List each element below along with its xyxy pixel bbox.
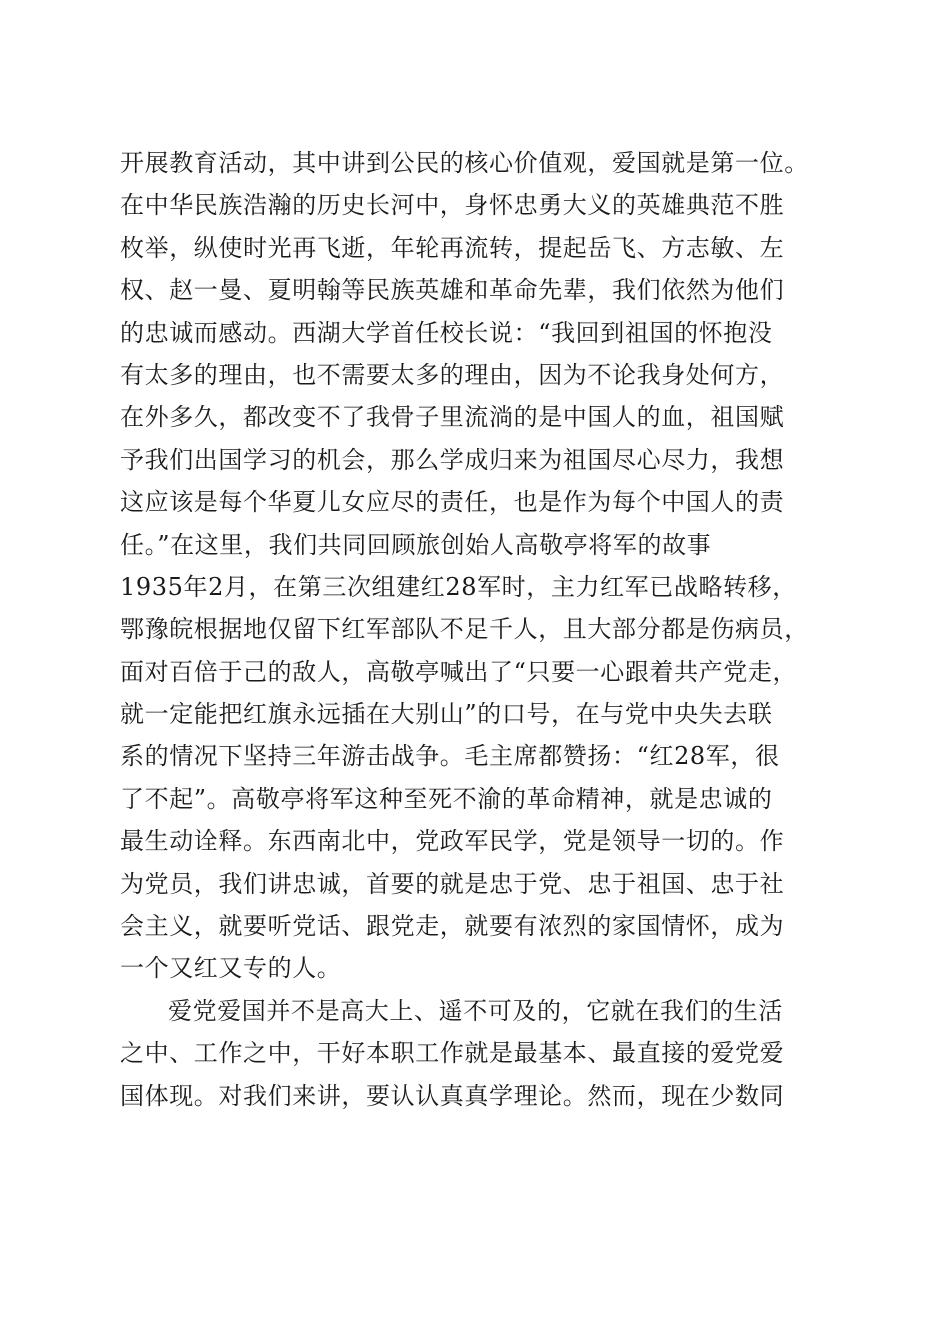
paragraph-start-line: 爱党爱国并不是高大上、遥不可及的，它就在我们的生活 (168, 996, 783, 1025)
text-line: 面对百倍于己的敌人，高敬亭喊出了“只要一心跟着共产党走， (120, 657, 798, 686)
text-line: 1935年2月，在第三次组建红28军时，主力红军已战略转移， (120, 572, 797, 601)
text-line: 这应该是每个华夏儿女应尽的责任，也是作为每个中国人的责 (120, 488, 785, 517)
text-line: 开展教育活动，其中讲到公民的核心价值观，爱国就是第一位。 (120, 149, 809, 177)
text-line: 就一定能把红旗永远插在大别山”的口号，在与党中央失去联 (120, 700, 773, 729)
text-line: 一个又红又专的人。 (120, 954, 342, 983)
text-line: 国体现。对我们来讲，要认认真真学理论。然而，现在少数同 (120, 1081, 785, 1110)
text-line: 予我们出国学习的机会，那么学成归来为祖国尽心尽力，我想 (120, 445, 785, 474)
text-line: 的忠诚而感动。西湖大学首任校长说：“我回到祖国的怀抱没 (120, 318, 773, 347)
text-line: 在外多久，都改变不了我骨子里流淌的是中国人的血，祖国赋 (120, 403, 785, 432)
text-line: 最生动诠释。东西南北中，党政军民学，党是领导一切的。作 (120, 827, 785, 856)
body-text (120, 142, 840, 1117)
text-line: 有太多的理由，也不需要太多的理由，因为不论我身处何方， (120, 360, 785, 389)
text-line: 为党员，我们讲忠诚，首要的就是忠于党、忠于祖国、忠于社 (120, 869, 785, 898)
text-line: 鄂豫皖根据地仅留下红军部队不足千人，且大部分都是伤病员， (120, 615, 809, 644)
text-line: 任。”在这里，我们共同回顾旅创始人高敬亭将军的故事 (120, 530, 712, 559)
text-line: 之中、工作之中，干好本职工作就是最基本、最直接的爱党爱 (120, 1039, 785, 1068)
text-line: 了不起”。高敬亭将军这种至死不渝的革命精神，就是忠诚的 (120, 784, 773, 813)
text-line: 在中华民族浩瀚的历史长河中，身怀忠勇大义的英雄典范不胜 (120, 191, 785, 220)
text-line: 权、赵一曼、夏明翰等民族英雄和革命先辈，我们依然为他们 (120, 276, 785, 305)
text-line: 枚举，纵使时光再飞逝，年轮再流转，提起岳飞、方志敏、左 (120, 233, 785, 262)
text-line: 系的情况下坚持三年游击战争。毛主席都赞扬：“红28军，很 (120, 742, 780, 771)
text-line: 会主义，就要听党话、跟党走，就要有浓烈的家国情怀，成为 (120, 912, 785, 941)
